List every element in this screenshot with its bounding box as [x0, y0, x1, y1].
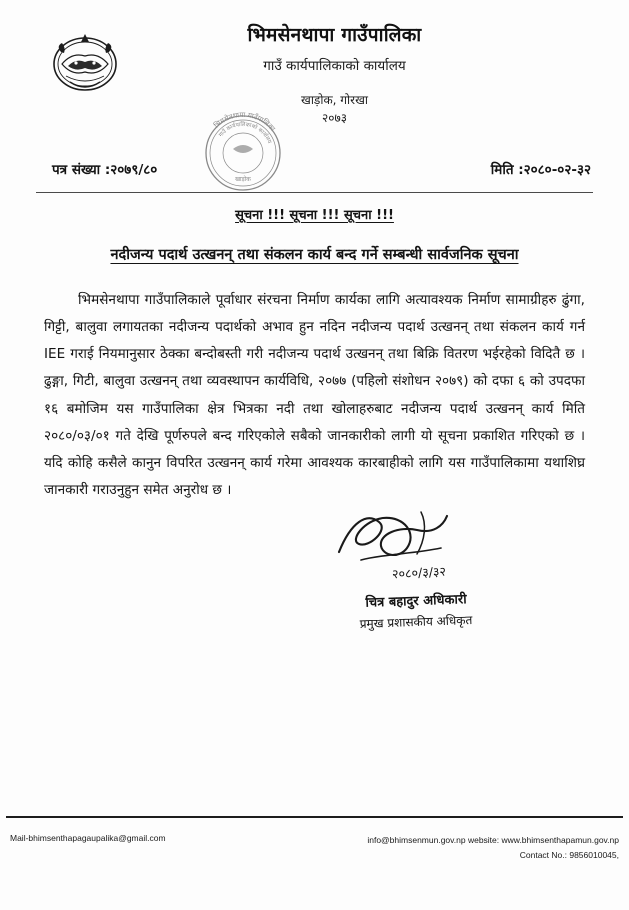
header-divider — [36, 192, 593, 193]
office-address-line2: २०७३ — [322, 110, 347, 125]
footer-contact-block — [367, 833, 619, 862]
footer-mail-left: Mail-bhimsenthapagaupalika@gmail.com — [10, 833, 166, 844]
signatory-designation: प्रमुख प्रशासकीय अधिकृत — [359, 613, 473, 632]
notice-paragraph: भिमसेनथापा गाउँपालिकाले पूर्वाधार संरचना निर्माण कार्यका लागि अत्यावश्यक निर्माण सामाग्रीहरु ढुंगा, गिट्टी, बालुवा लगायतका नदीजन्य पदार्थको अभाव हुन नदिन नदीजन्य पदार्थ उत्खनन् तथा संकलन कार्य गर्न IEE गराई नियमानुसार ठेक्का बन्दोबस्ती गरी नदीजन्य पदार्थ उत्खनन् तथा बिक्रि वितरण भईरहेको विदितै छ । ढुङ्गा, गिटी, बालुवा उत्खनन् तथा व्यवस्थापन कार्यविधि, २०७७ (पहिलो संशोधन २०७९) को दफा ६ को उपदफा १६ बमोजिम यस गाउँपालिका क्षेत्र भित्रका नदी तथा खोलाहरुबाट नदीजन्य पदार्थ उत्खनन् कार्य मिति २०८०/०३/०१ गते देखि पूर्णरुपले बन्द गरिएकोले सबैको जानकारीको लागी यो सूचना प्रकाशित गरिएको छ । यदि कोहि कसैले कानुन विपरित उत्खनन् कार्य गरेमा आवश्यक कारबाहीको लागि यस गाउँपालिकामा यथाशिघ्र जानकारी गराउनुहुन समेत अनुरोध छ । — [44, 291, 585, 499]
signatory-name: चित्र बहादुर अधिकारी — [365, 592, 467, 612]
page-title: नदीजन्य पदार्थ उत्खनन् तथा संकलन कार्य बन्द गर्ने सम्बन्धी सार्वजनिक सूचना — [110, 247, 519, 263]
letter-date: मिति :२०८०-०२-३२ — [490, 162, 591, 178]
office-name: गाउँ कार्यपालिकाको कार्यालय — [263, 57, 406, 74]
signature-date: २०८०/३/३२ — [391, 563, 447, 582]
document-footer — [10, 833, 619, 862]
letter-number: पत्र संख्या :२०७९/८० — [52, 162, 158, 178]
notice-banner: सूचना !!! सूचना !!! सूचना !!! — [235, 208, 394, 223]
svg-text:भिमसेनथापा गाउँपालिका: भिमसेनथापा गाउँपालिका — [212, 110, 277, 133]
footer-email-website: info@bhimsenmun.gov.np website: www.bhimsenthapamun.gov.np — [367, 835, 619, 846]
office-address-line1: खाड़ोक, गोरखा — [301, 92, 368, 107]
footer-divider — [6, 816, 623, 818]
reference-row — [0, 160, 629, 178]
notice-body — [44, 287, 585, 505]
svg-text:गाउँ कार्यपालिकाको कार्यालय: गाउँ कार्यपालिकाको कार्यालय — [218, 121, 273, 145]
signature-block — [311, 510, 521, 630]
footer-contact-number: Contact No.: 9856010045, — [519, 849, 619, 860]
svg-text:खाड़ोक: खाड़ोक — [235, 176, 251, 183]
organization-name: भिमसेनथापा गाउँपालिका — [247, 24, 422, 46]
nepal-emblem-icon — [48, 26, 122, 100]
